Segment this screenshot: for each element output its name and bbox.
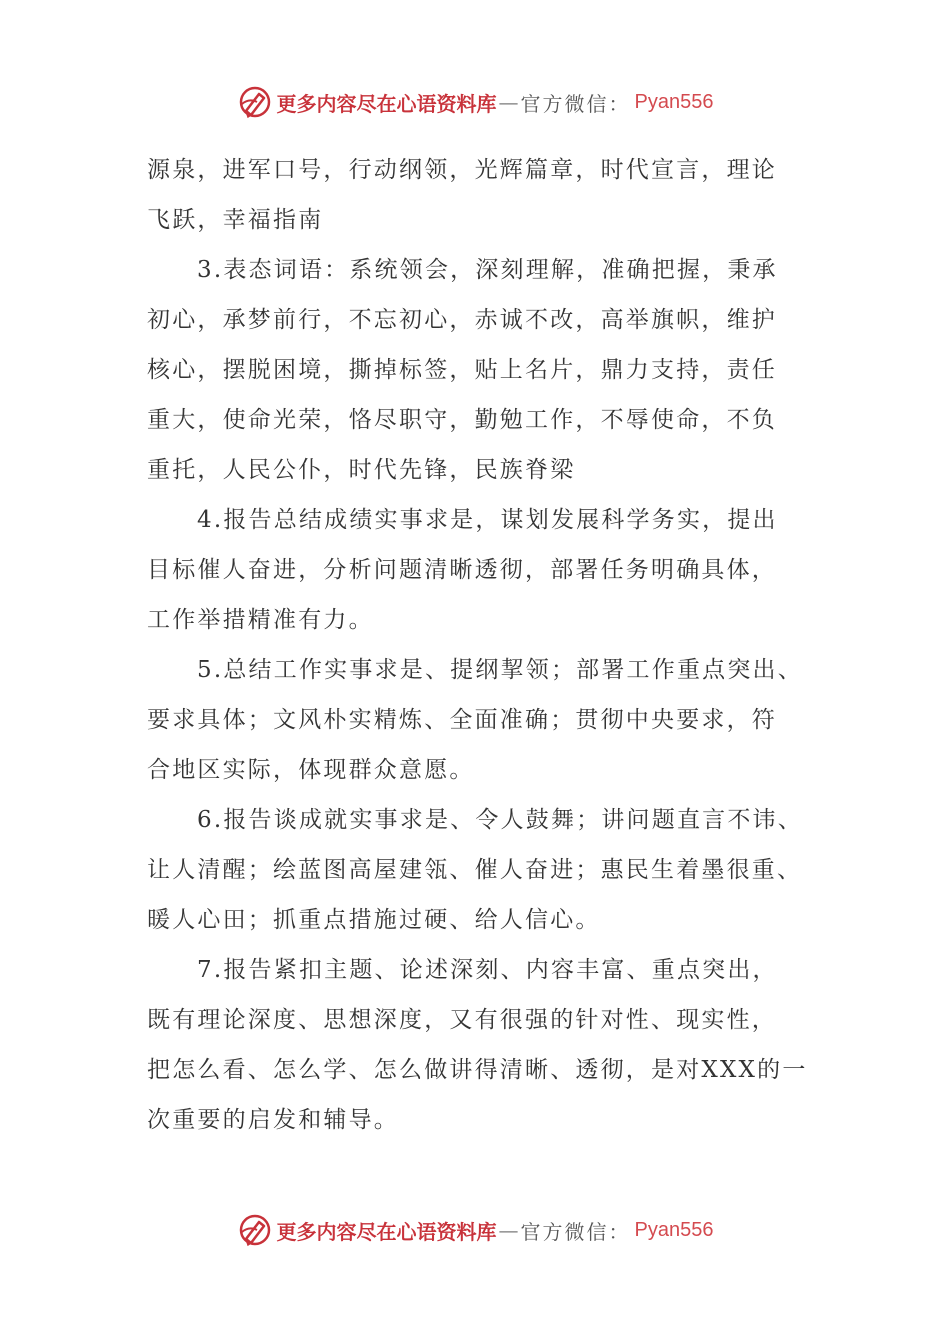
text-line: 要求具体；文风朴实精炼、全面准确；贯彻中央要求，符 <box>147 707 777 733</box>
text-line: 重托，人民公仆，时代先锋，民族脊梁 <box>147 457 576 483</box>
pen-logo-icon <box>237 84 273 120</box>
brand-text: 更多内容尽在心语资料库 <box>276 91 497 116</box>
wechat-id: Pyan556 <box>634 1218 714 1241</box>
text-line: 重大，使命光荣，恪尽职守，勤勉工作，不辱使命，不负 <box>147 407 777 433</box>
text-line: 核心，摆脱困境，撕掉标签，贴上名片，鼎力支持，责任 <box>147 357 777 383</box>
paragraph <box>147 645 817 795</box>
paragraph <box>147 245 817 495</box>
text-line: 源泉，进军口号，行动纲领，光辉篇章，时代宣言，理论 <box>147 157 777 183</box>
text-line: 初心，承梦前行，不忘初心，赤诚不改，高举旗帜，维护 <box>147 307 777 333</box>
text-line: 5.总结工作实事求是、提纲挈领；部署工作重点突出、 <box>197 657 803 683</box>
text-line: 7.报告紧扣主题、论述深刻、内容丰富、重点突出， <box>197 957 778 983</box>
text-line: 把怎么看、怎么学、怎么做讲得清晰、透彻，是对XXX的一 <box>147 1057 808 1083</box>
text-line: 6.报告谈成就实事求是、令人鼓舞；讲问题直言不讳、 <box>197 807 803 833</box>
text-line: 目标催人奋进，分析问题清晰透彻，部署任务明确具体， <box>147 557 777 583</box>
official-label: 官方微信： <box>520 1219 631 1244</box>
paragraph <box>147 495 817 645</box>
document-body <box>147 145 817 1145</box>
header-banner <box>0 82 950 122</box>
wechat-id: Pyan556 <box>634 90 714 113</box>
brand-text: 更多内容尽在心语资料库 <box>276 1219 497 1244</box>
text-line: 合地区实际，体现群众意愿。 <box>147 757 475 783</box>
text-line: 3.表态词语：系统领会，深刻理解，准确把握，秉承 <box>197 257 778 283</box>
banner-dash: — <box>498 90 519 114</box>
text-line: 次重要的启发和辅导。 <box>147 1107 399 1133</box>
footer-banner <box>0 1210 950 1250</box>
paragraph <box>147 145 817 245</box>
text-line: 工作举措精准有力。 <box>147 607 374 633</box>
text-line: 4.报告总结成绩实事求是，谋划发展科学务实，提出 <box>197 507 778 533</box>
text-line: 暖人心田；抓重点措施过硬、给人信心。 <box>147 907 601 933</box>
paragraph <box>147 795 817 945</box>
text-line: 让人清醒；绘蓝图高屋建瓴、催人奋进；惠民生着墨很重、 <box>147 857 803 883</box>
pen-logo-icon <box>237 1212 273 1248</box>
official-label: 官方微信： <box>520 91 631 116</box>
text-line: 飞跃，幸福指南 <box>147 207 324 233</box>
paragraph <box>147 945 817 1145</box>
banner-dash: — <box>498 1218 519 1242</box>
text-line: 既有理论深度、思想深度，又有很强的针对性、现实性， <box>147 1007 777 1033</box>
